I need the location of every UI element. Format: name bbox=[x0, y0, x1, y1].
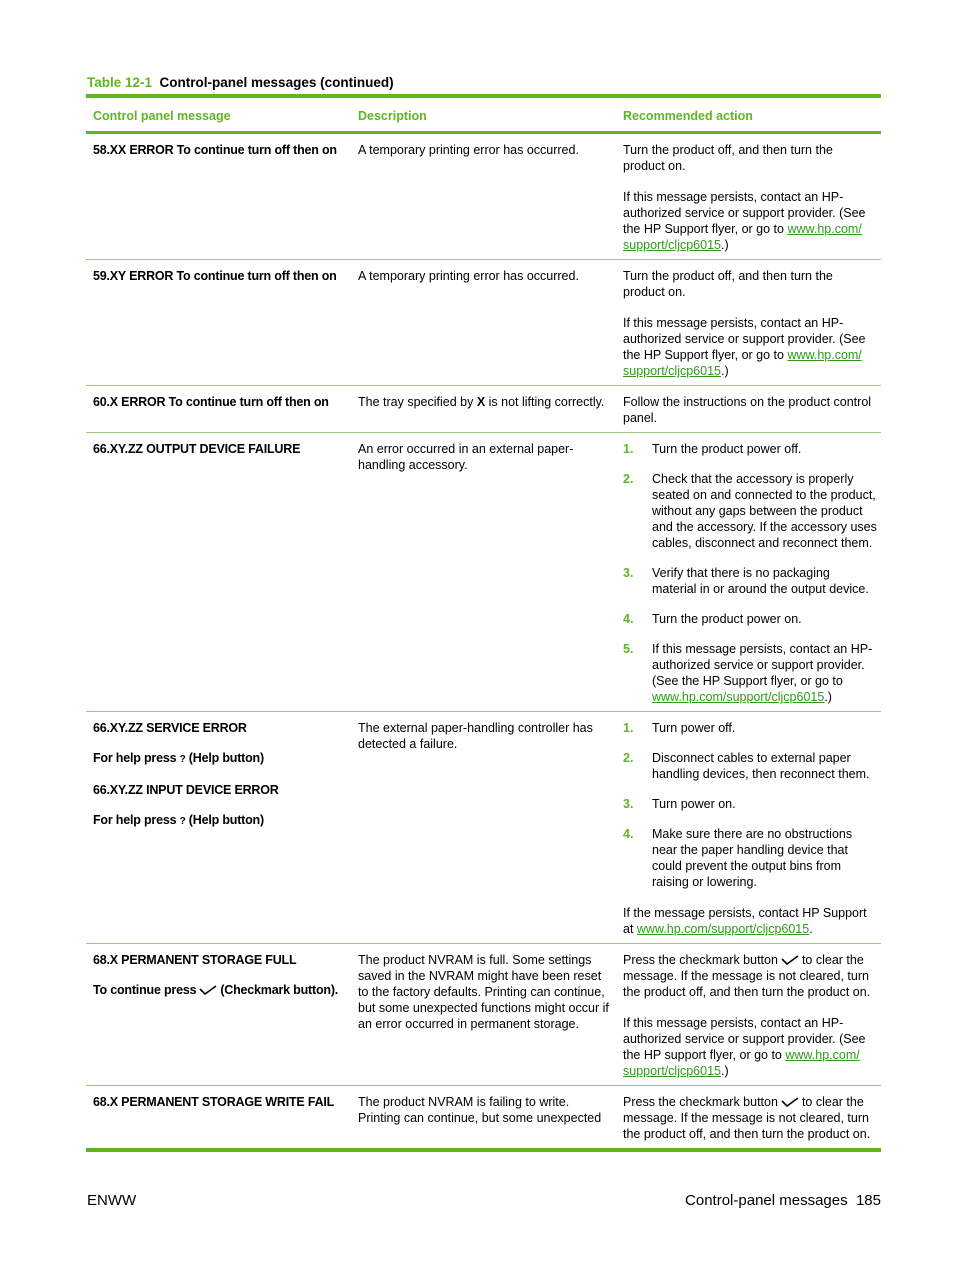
header-description: Description bbox=[351, 96, 616, 133]
action-text: If this message persists, contact an HP-authorized service or support provider. (See the HP support flyer, or go to www.hp.com/ support/cljcp6015.) bbox=[623, 1016, 866, 1078]
list-item: 3. Turn power on. bbox=[623, 797, 736, 811]
action-text: If the message persists, contact HP Support at www.hp.com/support/cljcp6015. bbox=[623, 906, 867, 936]
action-text: Follow the instructions on the product control panel. bbox=[623, 395, 872, 425]
action-cell bbox=[616, 944, 881, 1086]
table-number: Table 12-1 bbox=[87, 75, 153, 90]
list-item: 4. Turn the product power on. bbox=[623, 612, 802, 626]
message-text: 66.XY.ZZ INPUT DEVICE ERROR bbox=[93, 783, 279, 797]
table-row bbox=[86, 133, 881, 260]
action-cell bbox=[616, 260, 881, 386]
page-number: 185 bbox=[855, 1192, 881, 1209]
action-cell bbox=[616, 1086, 881, 1151]
help-icon: ? bbox=[179, 816, 186, 827]
support-link[interactable]: www.hp.com/support/cljcp6015 bbox=[636, 922, 810, 936]
description-cell: A temporary printing error has occurred. bbox=[351, 260, 616, 386]
action-text: If this message persists, contact an HP-authorized service or support provider. (See the HP Support flyer, or go to www.hp.com/ support/cljcp6015.) bbox=[623, 316, 866, 378]
description-cell: A temporary printing error has occurred. bbox=[351, 133, 616, 260]
description-cell: The tray specified by X is not lifting correctly. bbox=[351, 386, 616, 433]
continue-text: To continue press (Checkmark button). bbox=[93, 983, 339, 997]
list-item: 4. Make sure there are no obstructions near the paper handling device that could prevent the output bins from raising or lowering. bbox=[623, 827, 853, 889]
help-text: For help press ? (Help button) bbox=[93, 751, 264, 765]
header-recommended-action: Recommended action bbox=[616, 96, 881, 133]
action-text: Press the checkmark button to clear the message. If the message is not cleared, turn the product off, and then turn the product on. bbox=[623, 953, 871, 999]
action-text: Turn the product off, and then turn the product on. bbox=[623, 143, 833, 173]
description-cell: The product NVRAM is failing to write. Printing can continue, but some unexpected bbox=[358, 1095, 602, 1125]
list-item: 1. Turn the product power off. bbox=[623, 442, 802, 456]
action-text: If this message persists, contact an HP-authorized service or support provider. (See the HP Support flyer, or go to www.hp.com/ support/cljcp6015.) bbox=[623, 190, 866, 252]
support-link[interactable]: www.hp.com/ support/cljcp6015 bbox=[623, 222, 862, 252]
list-item: 1. Turn power off. bbox=[623, 721, 736, 735]
list-item: 2. Disconnect cables to external paper handling devices, then reconnect them. bbox=[623, 751, 870, 781]
support-link[interactable]: www.hp.com/ support/cljcp6015 bbox=[623, 1048, 860, 1078]
help-icon: ? bbox=[179, 754, 186, 765]
checkmark-icon bbox=[199, 985, 217, 995]
table-row bbox=[86, 944, 881, 1086]
footer-right bbox=[685, 1193, 881, 1209]
control-panel-messages-table bbox=[86, 94, 881, 1152]
message-cell: 58.XX ERROR To continue turn off then on bbox=[86, 133, 351, 260]
message-text: 66.XY.ZZ SERVICE ERROR bbox=[93, 721, 247, 735]
message-cell: 60.X ERROR To continue turn off then on bbox=[86, 386, 351, 433]
list-item: 2. Check that the accessory is properly seated on and connected to the product, without any gaps between the product and the accessory. If the accessory uses cables, disconnect and reconnect them. bbox=[623, 472, 877, 550]
table-row bbox=[86, 386, 881, 433]
action-cell bbox=[616, 433, 881, 712]
table-header-row bbox=[86, 96, 881, 133]
header-control-panel-message: Control panel message bbox=[86, 96, 351, 133]
message-cell bbox=[86, 712, 351, 944]
table-title: Control-panel messages (continued) bbox=[159, 75, 394, 90]
message-cell: 59.XY ERROR To continue turn off then on bbox=[86, 260, 351, 386]
checkmark-icon bbox=[781, 1097, 799, 1107]
action-text: Turn the product off, and then turn the product on. bbox=[623, 269, 833, 299]
list-item: 5. If this message persists, contact an HP-authorized service or support provider. (See the HP Support flyer, or go to www.hp.com/support/cljcp6015.) bbox=[623, 642, 873, 704]
table-row bbox=[86, 712, 881, 944]
message-cell bbox=[86, 944, 351, 1086]
support-link[interactable]: www.hp.com/ support/cljcp6015 bbox=[623, 348, 862, 378]
steps-list bbox=[623, 720, 877, 890]
description-cell: An error occurred in an external paper-handling accessory. bbox=[351, 433, 616, 712]
message-cell: 68.X PERMANENT STORAGE WRITE FAIL bbox=[93, 1095, 335, 1109]
footer-section: Control-panel messages bbox=[685, 1192, 848, 1209]
table-row bbox=[86, 433, 881, 712]
action-cell bbox=[616, 712, 881, 944]
action-text: Press the checkmark button to clear the message. If the message is not cleared, turn the product off, and then turn the product on. bbox=[623, 1095, 871, 1141]
table-row bbox=[86, 260, 881, 386]
checkmark-icon bbox=[781, 955, 799, 965]
table-caption bbox=[87, 75, 394, 91]
description-cell: The external paper-handling controller has detected a failure. bbox=[351, 712, 616, 944]
footer-left: ENWW bbox=[87, 1192, 137, 1209]
description-cell: The product NVRAM is full. Some settings saved in the NVRAM might have been reset to the factory defaults. Printing can continue, but some unexpected functions might occur if an error occurred in permanent storage. bbox=[351, 944, 616, 1086]
message-text: 68.X PERMANENT STORAGE FULL bbox=[93, 953, 297, 967]
action-cell bbox=[616, 386, 881, 433]
table-row bbox=[86, 1086, 881, 1151]
list-item: 3. Verify that there is no packaging material in or around the output device. bbox=[623, 566, 869, 596]
message-cell: 66.XY.ZZ OUTPUT DEVICE FAILURE bbox=[86, 433, 351, 712]
help-text: For help press ? (Help button) bbox=[93, 813, 264, 827]
support-link[interactable]: www.hp.com/support/cljcp6015 bbox=[652, 690, 825, 704]
steps-list bbox=[623, 441, 877, 705]
action-cell bbox=[616, 133, 881, 260]
